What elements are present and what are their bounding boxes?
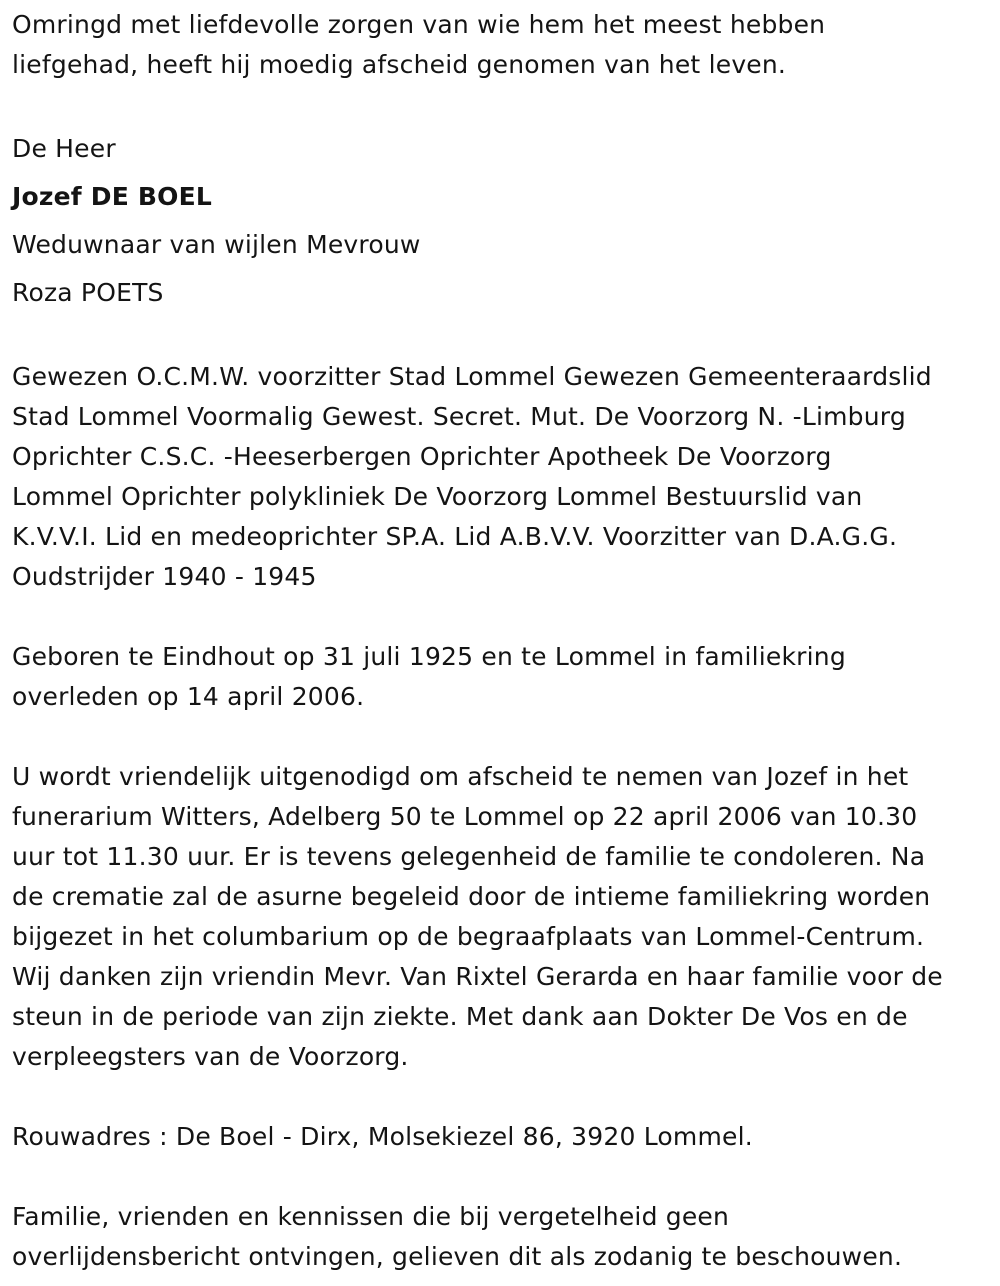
invitation-line: de crematie zal de asurne begeleid door de intieme familiekring worden [12, 882, 931, 911]
closing-line: overlijdensbericht ontvingen, gelieven dit als zodanig te beschouwen. [12, 1242, 903, 1271]
spouse-line: Weduwnaar van wijlen Mevrouw [12, 230, 421, 259]
functions-paragraph [12, 357, 988, 597]
invitation-line: U wordt vriendelijk uitgenodigd om afscheid te nemen van Jozef in het [12, 762, 909, 791]
intro-line: Omringd met liefdevolle zorgen van wie hem het meest hebben [12, 10, 826, 39]
closing-line: Familie, vrienden en kennissen die bij vergetelheid geen [12, 1202, 730, 1231]
name-section [12, 125, 988, 317]
birth-death-line: overleden op 14 april 2006. [12, 682, 365, 711]
spouse-name: Roza POETS [12, 278, 164, 307]
invitation-line: verpleegsters van de Voorzorg. [12, 1042, 409, 1071]
functions-line: Gewezen O.C.M.W. voorzitter Stad Lommel Gewezen Gemeenteraardslid [12, 362, 932, 391]
deceased-name: Jozef DE BOEL [12, 182, 213, 211]
salutation: De Heer [12, 134, 116, 163]
functions-line: Oudstrijder 1940 - 1945 [12, 562, 317, 591]
closing-paragraph [12, 1197, 988, 1277]
intro-line: liefgehad, heeft hij moedig afscheid genomen van het leven. [12, 50, 787, 79]
address-line: Rouwadres : De Boel - Dirx, Molsekiezel 86, 3920 Lommel. [12, 1122, 753, 1151]
invitation-line: steun in de periode van zijn ziekte. Met dank aan Dokter De Vos en de [12, 1002, 908, 1031]
functions-line: Stad Lommel Voormalig Gewest. Secret. Mut. De Voorzorg N. -Limburg [12, 402, 906, 431]
invitation-line: uur tot 11.30 uur. Er is tevens gelegenheid de familie te condoleren. Na [12, 842, 926, 871]
functions-line: Lommel Oprichter polykliniek De Voorzorg Lommel Bestuurslid van [12, 482, 863, 511]
invitation-line: funerarium Witters, Adelberg 50 te Lommel op 22 april 2006 van 10.30 [12, 802, 918, 831]
birth-death-line: Geboren te Eindhout op 31 juli 1925 en te Lommel in familiekring [12, 642, 846, 671]
functions-line: Oprichter C.S.C. -Heeserbergen Oprichter Apotheek De Voorzorg [12, 442, 832, 471]
intro-paragraph [12, 5, 988, 85]
functions-line: K.V.V.I. Lid en medeoprichter SP.A. Lid A.B.V.V. Voorzitter van D.A.G.G. [12, 522, 898, 551]
invitation-line: Wij danken zijn vriendin Mevr. Van Rixtel Gerarda en haar familie voor de [12, 962, 943, 991]
invitation-line: bijgezet in het columbarium op de begraafplaats van Lommel-Centrum. [12, 922, 925, 951]
address-paragraph [12, 1117, 988, 1157]
invitation-paragraph [12, 757, 988, 1077]
birth-death-paragraph [12, 637, 988, 717]
